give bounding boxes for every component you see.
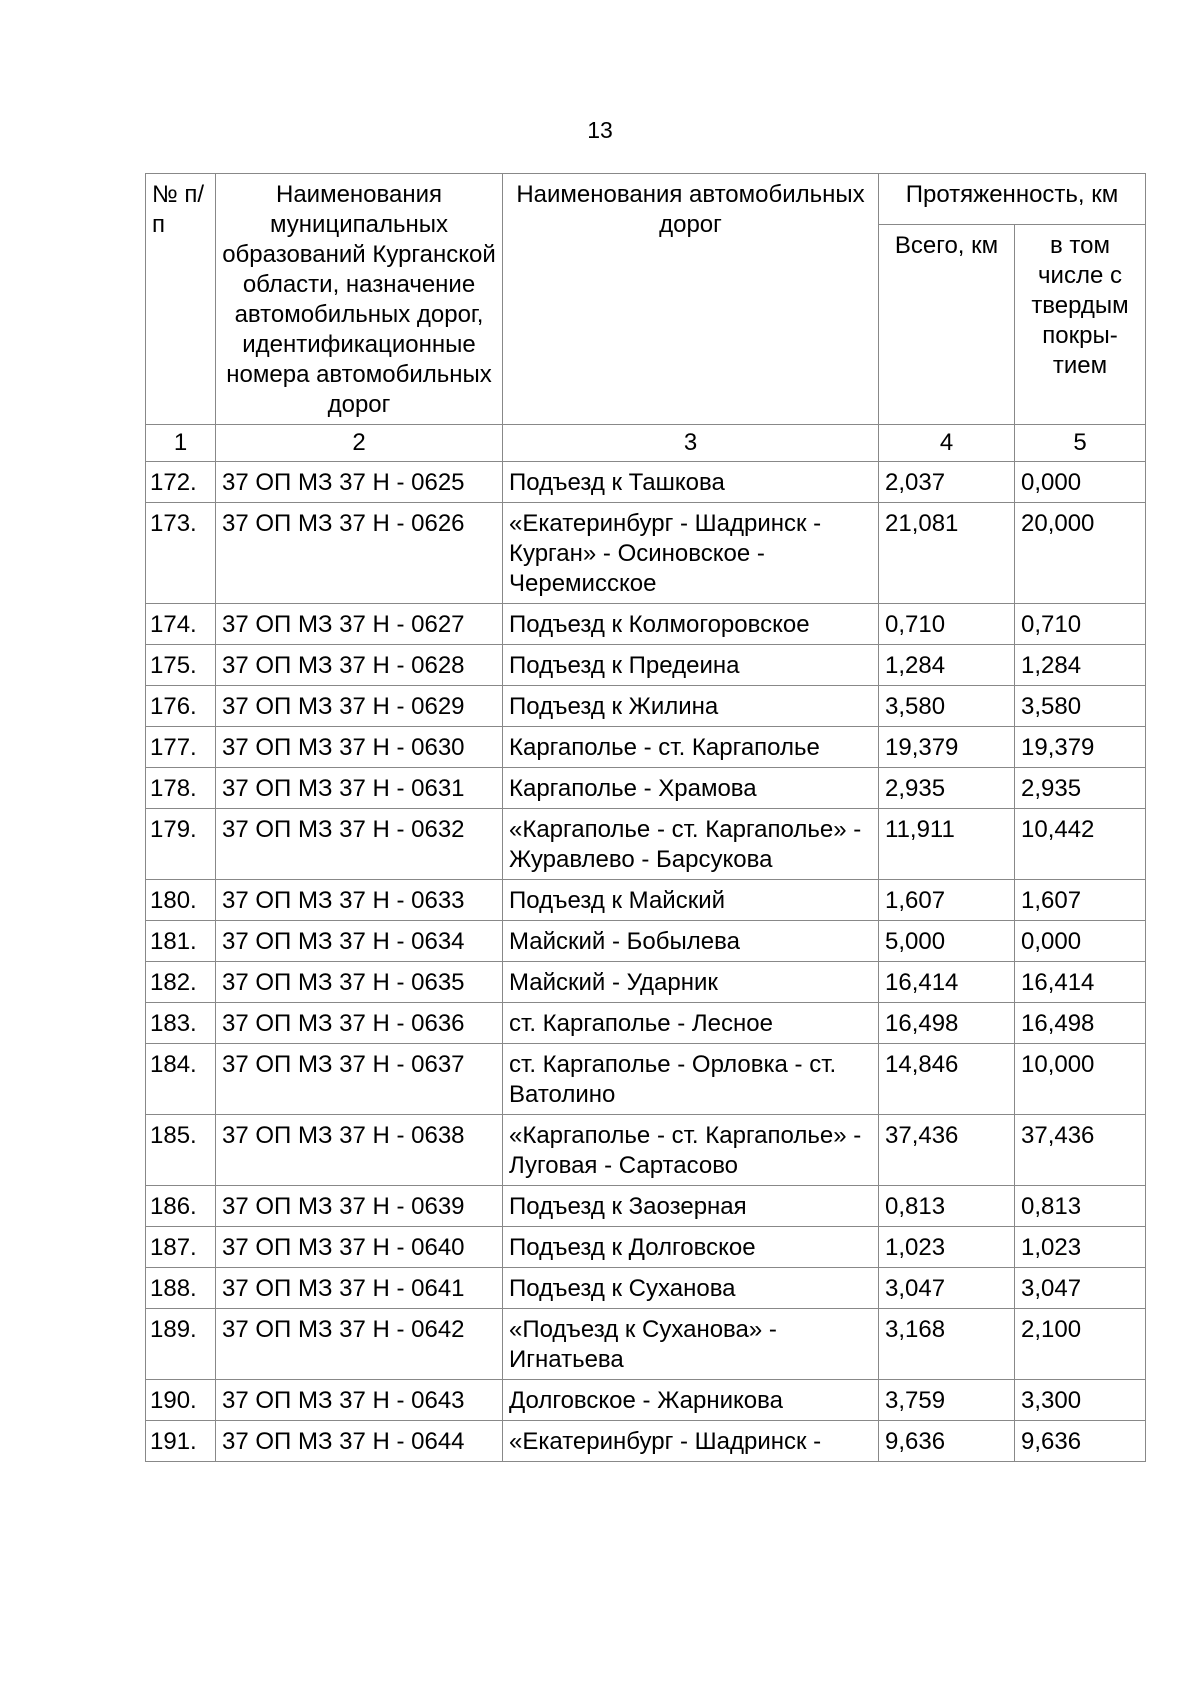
- length-paved: 0,000: [1015, 921, 1146, 962]
- length-paved: 19,379: [1015, 727, 1146, 768]
- length-total: 37,436: [879, 1115, 1015, 1186]
- length-paved: 10,442: [1015, 809, 1146, 880]
- road-name: Подъезд к Суханова: [503, 1268, 879, 1309]
- row-number: 175.: [146, 645, 216, 686]
- row-number: 188.: [146, 1268, 216, 1309]
- header-road-name: Наименования автомобильных дорог: [503, 174, 879, 425]
- table-row: [146, 962, 1146, 1003]
- road-id: 37 ОП МЗ 37 Н - 0642: [216, 1309, 503, 1380]
- length-total: 11,911: [879, 809, 1015, 880]
- length-paved: 16,414: [1015, 962, 1146, 1003]
- road-id: 37 ОП МЗ 37 Н - 0626: [216, 503, 503, 604]
- road-name: Подъезд к Заозерная: [503, 1186, 879, 1227]
- length-total: 0,813: [879, 1186, 1015, 1227]
- table-row: [146, 1003, 1146, 1044]
- length-paved: 1,023: [1015, 1227, 1146, 1268]
- length-total: 2,037: [879, 462, 1015, 503]
- length-total: 3,580: [879, 686, 1015, 727]
- table-row: [146, 1268, 1146, 1309]
- column-numbers-row: [146, 425, 1146, 462]
- road-name: Долговское - Жарникова: [503, 1380, 879, 1421]
- length-paved: 0,813: [1015, 1186, 1146, 1227]
- length-total: 3,759: [879, 1380, 1015, 1421]
- road-name: Подъезд к Предеина: [503, 645, 879, 686]
- table-row: [146, 645, 1146, 686]
- row-number: 187.: [146, 1227, 216, 1268]
- table-row: [146, 462, 1146, 503]
- road-id: 37 ОП МЗ 37 Н - 0634: [216, 921, 503, 962]
- length-paved: 16,498: [1015, 1003, 1146, 1044]
- table-header: [146, 174, 1146, 462]
- length-total: 1,023: [879, 1227, 1015, 1268]
- length-total: 2,935: [879, 768, 1015, 809]
- road-id: 37 ОП МЗ 37 Н - 0629: [216, 686, 503, 727]
- table-row: [146, 1380, 1146, 1421]
- length-paved: 20,000: [1015, 503, 1146, 604]
- row-number: 182.: [146, 962, 216, 1003]
- road-name: Подъезд к Долговское: [503, 1227, 879, 1268]
- road-name: «Каргаполье - ст. Каргаполье» - Журавлево - Барсукова: [503, 809, 879, 880]
- column-number: 4: [879, 425, 1015, 462]
- road-name: Подъезд к Колмогоровское: [503, 604, 879, 645]
- row-number: 172.: [146, 462, 216, 503]
- length-total: 3,168: [879, 1309, 1015, 1380]
- table-row: [146, 809, 1146, 880]
- length-paved: 3,300: [1015, 1380, 1146, 1421]
- length-paved: 1,284: [1015, 645, 1146, 686]
- table-row: [146, 1227, 1146, 1268]
- row-number: 183.: [146, 1003, 216, 1044]
- road-id: 37 ОП МЗ 37 Н - 0630: [216, 727, 503, 768]
- road-id: 37 ОП МЗ 37 Н - 0641: [216, 1268, 503, 1309]
- road-id: 37 ОП МЗ 37 Н - 0631: [216, 768, 503, 809]
- row-number: 174.: [146, 604, 216, 645]
- road-name: Майский - Ударник: [503, 962, 879, 1003]
- length-total: 21,081: [879, 503, 1015, 604]
- row-number: 180.: [146, 880, 216, 921]
- length-total: 14,846: [879, 1044, 1015, 1115]
- row-number: 176.: [146, 686, 216, 727]
- road-name: Майский - Бобылева: [503, 921, 879, 962]
- length-paved: 0,710: [1015, 604, 1146, 645]
- length-total: 19,379: [879, 727, 1015, 768]
- road-id: 37 ОП МЗ 37 Н - 0628: [216, 645, 503, 686]
- road-name: «Подъезд к Суханова» - Игнатьева: [503, 1309, 879, 1380]
- road-id: 37 ОП МЗ 37 Н - 0639: [216, 1186, 503, 1227]
- row-number: 190.: [146, 1380, 216, 1421]
- road-id: 37 ОП МЗ 37 Н - 0625: [216, 462, 503, 503]
- length-paved: 0,000: [1015, 462, 1146, 503]
- header-total: Всего, км: [879, 224, 1015, 424]
- table-row: [146, 604, 1146, 645]
- table-row: [146, 1421, 1146, 1462]
- table-row: [146, 503, 1146, 604]
- table-row: [146, 880, 1146, 921]
- road-name: ст. Каргаполье - Лесное: [503, 1003, 879, 1044]
- table-row: [146, 727, 1146, 768]
- road-id: 37 ОП МЗ 37 Н - 0636: [216, 1003, 503, 1044]
- length-total: 5,000: [879, 921, 1015, 962]
- table-row: [146, 686, 1146, 727]
- road-name: Каргаполье - Храмова: [503, 768, 879, 809]
- road-id: 37 ОП МЗ 37 Н - 0637: [216, 1044, 503, 1115]
- road-id: 37 ОП МЗ 37 Н - 0638: [216, 1115, 503, 1186]
- road-id: 37 ОП МЗ 37 Н - 0632: [216, 809, 503, 880]
- header-length-group: Протяженность, км: [879, 174, 1146, 225]
- length-total: 9,636: [879, 1421, 1015, 1462]
- row-number: 173.: [146, 503, 216, 604]
- length-paved: 1,607: [1015, 880, 1146, 921]
- length-total: 16,414: [879, 962, 1015, 1003]
- row-number: 186.: [146, 1186, 216, 1227]
- table-row: [146, 768, 1146, 809]
- table-body: [146, 462, 1146, 1462]
- row-number: 191.: [146, 1421, 216, 1462]
- length-total: 3,047: [879, 1268, 1015, 1309]
- length-paved: 10,000: [1015, 1044, 1146, 1115]
- row-number: 179.: [146, 809, 216, 880]
- page-number: 13: [587, 117, 613, 143]
- column-number: 1: [146, 425, 216, 462]
- length-paved: 3,047: [1015, 1268, 1146, 1309]
- table-row: [146, 1044, 1146, 1115]
- length-paved: 2,100: [1015, 1309, 1146, 1380]
- length-total: 0,710: [879, 604, 1015, 645]
- road-id: 37 ОП МЗ 37 Н - 0644: [216, 1421, 503, 1462]
- table-row: [146, 1186, 1146, 1227]
- road-id: 37 ОП МЗ 37 Н - 0635: [216, 962, 503, 1003]
- row-number: 181.: [146, 921, 216, 962]
- table-row: [146, 1115, 1146, 1186]
- roads-table: [145, 173, 1146, 1462]
- road-name: Каргаполье - ст. Каргаполье: [503, 727, 879, 768]
- table-row: [146, 1309, 1146, 1380]
- road-name: «Каргаполье - ст. Каргаполье» - Луговая - Сартасово: [503, 1115, 879, 1186]
- row-number: 185.: [146, 1115, 216, 1186]
- table-row: [146, 921, 1146, 962]
- header-paved: в том числе с твердым покры-тием: [1015, 224, 1146, 424]
- row-number: 184.: [146, 1044, 216, 1115]
- road-name: Подъезд к Майский: [503, 880, 879, 921]
- column-number: 2: [216, 425, 503, 462]
- length-paved: 2,935: [1015, 768, 1146, 809]
- column-number: 3: [503, 425, 879, 462]
- header-municipality: Наименования муниципальных образований Курганской области, назначение автомобильных дорог, идентификационные номера автомобильных дорог: [216, 174, 503, 425]
- row-number: 178.: [146, 768, 216, 809]
- road-id: 37 ОП МЗ 37 Н - 0633: [216, 880, 503, 921]
- column-number: 5: [1015, 425, 1146, 462]
- length-total: 1,284: [879, 645, 1015, 686]
- length-total: 16,498: [879, 1003, 1015, 1044]
- length-paved: 9,636: [1015, 1421, 1146, 1462]
- row-number: 189.: [146, 1309, 216, 1380]
- header-number: № п/п: [146, 174, 216, 425]
- road-name: Подъезд к Жилина: [503, 686, 879, 727]
- length-paved: 37,436: [1015, 1115, 1146, 1186]
- road-name: «Екатеринбург - Шадринск -: [503, 1421, 879, 1462]
- road-name: ст. Каргаполье - Орловка - ст. Ватолино: [503, 1044, 879, 1115]
- road-id: 37 ОП МЗ 37 Н - 0640: [216, 1227, 503, 1268]
- road-id: 37 ОП МЗ 37 Н - 0627: [216, 604, 503, 645]
- row-number: 177.: [146, 727, 216, 768]
- length-total: 1,607: [879, 880, 1015, 921]
- length-paved: 3,580: [1015, 686, 1146, 727]
- road-id: 37 ОП МЗ 37 Н - 0643: [216, 1380, 503, 1421]
- road-name: «Екатеринбург - Шадринск - Курган» - Осиновское - Черемисское: [503, 503, 879, 604]
- road-name: Подъезд к Ташкова: [503, 462, 879, 503]
